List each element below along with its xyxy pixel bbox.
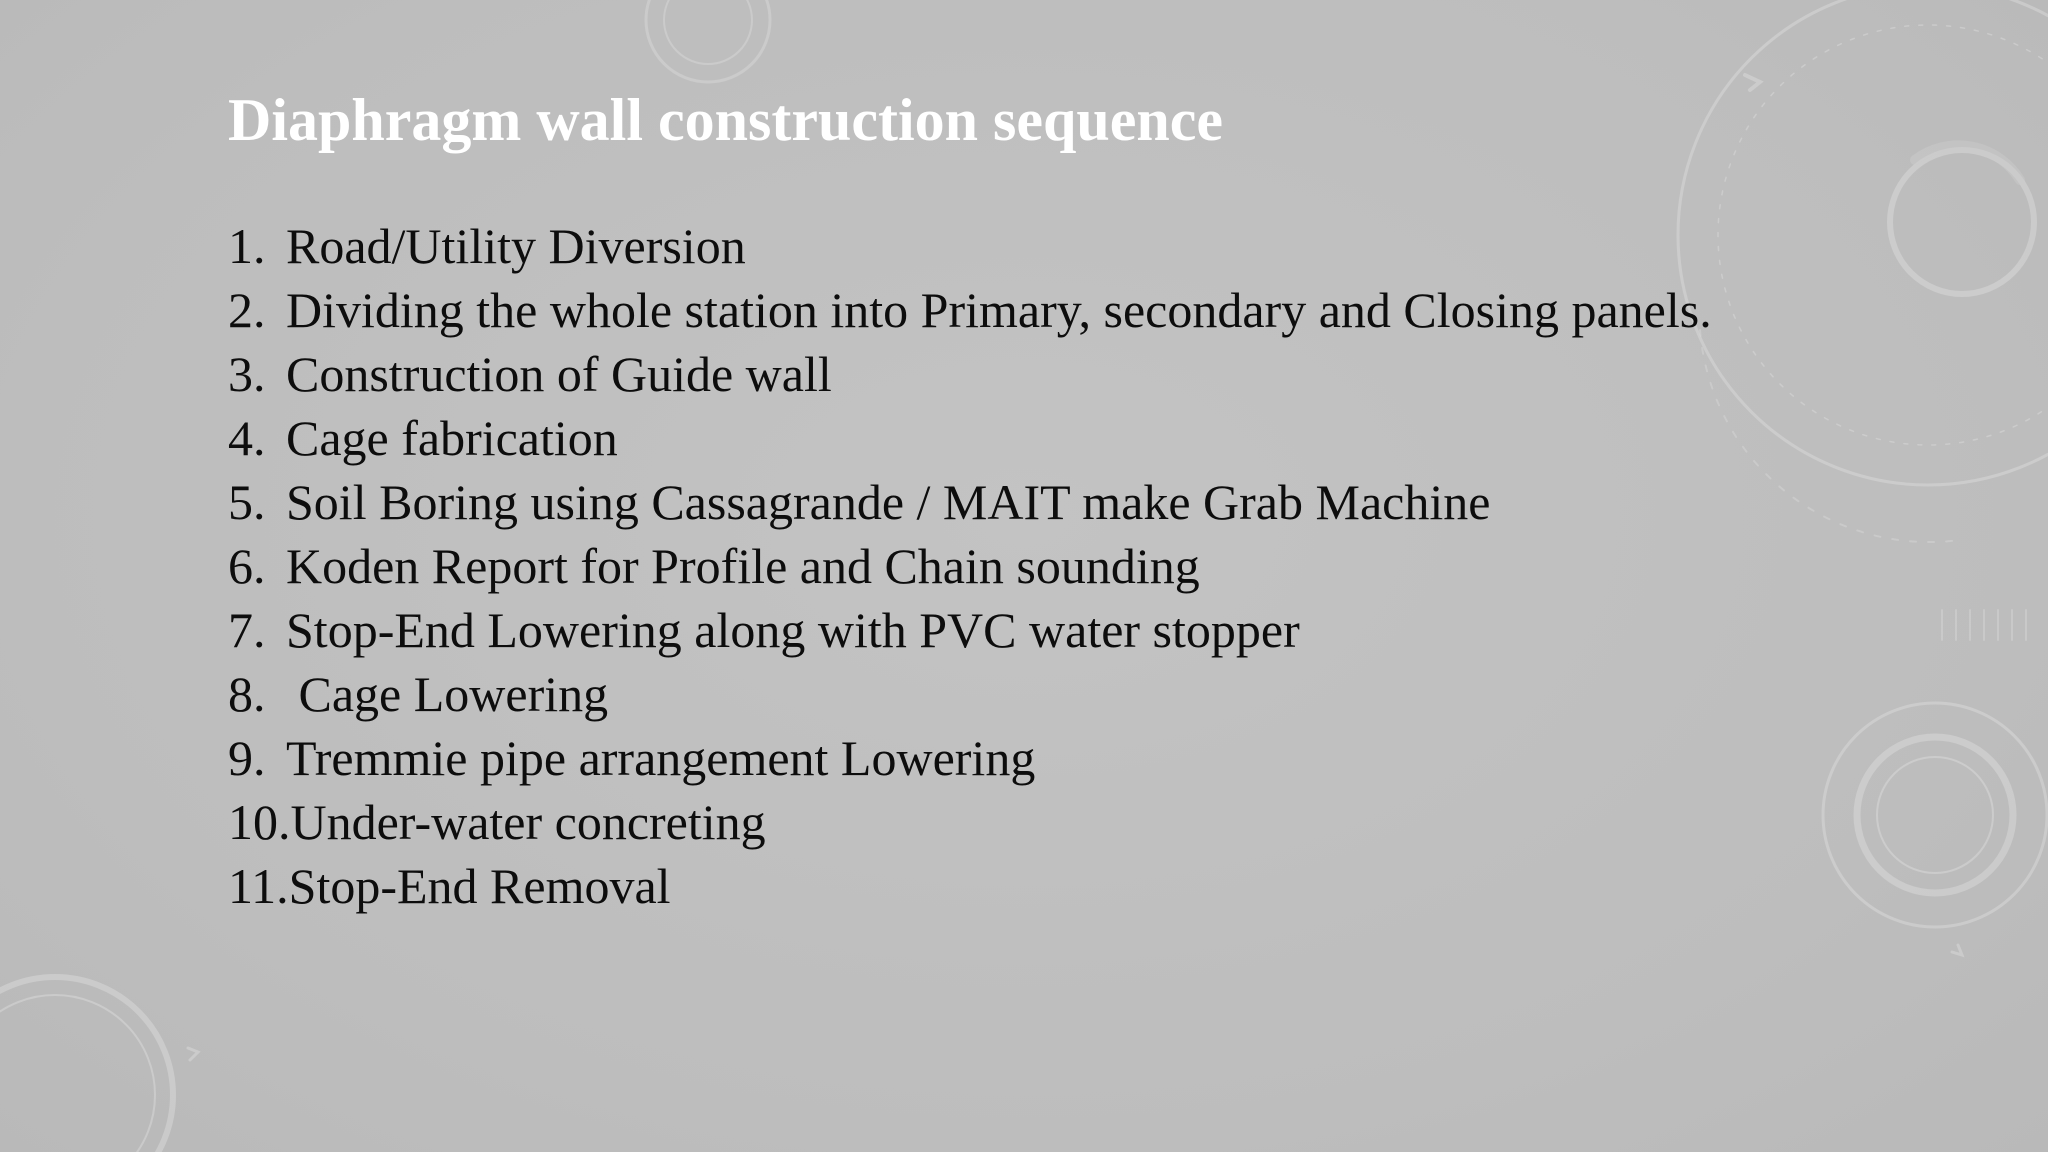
step-text: Cage Lowering	[286, 666, 609, 722]
list-item	[228, 214, 1712, 278]
tech-circle-mid-right	[1700, 330, 2026, 640]
tech-circle-top-center	[646, 0, 770, 82]
step-number: 8.	[228, 666, 266, 722]
list-item	[228, 406, 1712, 470]
step-text: Dividing the whole station into Primary, secondary and Closing panels.	[286, 282, 1712, 338]
step-number: 11.	[228, 858, 289, 914]
step-text: Under-water concreting	[290, 794, 766, 850]
step-text: Cage fabrication	[286, 410, 618, 466]
step-text: Stop-End Removal	[288, 858, 671, 914]
step-text: Koden Report for Profile and Chain sounding	[286, 538, 1200, 594]
list-item	[228, 598, 1712, 662]
step-number: 7.	[228, 602, 266, 658]
slide-title: Diaphragm wall construction sequence	[228, 87, 1223, 153]
step-number: 1.	[228, 218, 266, 274]
tech-circle-lower-right	[1823, 703, 2047, 955]
tech-circle-top-right	[1678, 0, 2048, 485]
step-text: Road/Utility Diversion	[286, 218, 746, 274]
step-text: Construction of Guide wall	[286, 346, 832, 402]
step-number: 4.	[228, 410, 266, 466]
step-number: 3.	[228, 346, 266, 402]
list-item	[228, 342, 1712, 406]
list-item	[228, 790, 1712, 854]
step-text: Soil Boring using Cassagrande / MAIT make Grab Machine	[286, 474, 1491, 530]
step-number: 9.	[228, 730, 266, 786]
step-number: 2.	[228, 282, 266, 338]
construction-steps-list	[228, 214, 1712, 918]
list-item	[228, 854, 1712, 918]
step-number: 10.	[228, 794, 291, 850]
tech-circle-bottom-left	[0, 977, 198, 1152]
step-number: 5.	[228, 474, 266, 530]
step-text: Tremmie pipe arrangement Lowering	[286, 730, 1036, 786]
step-number: 6.	[228, 538, 266, 594]
list-item	[228, 278, 1712, 342]
list-item	[228, 662, 1712, 726]
step-text: Stop-End Lowering along with PVC water stopper	[286, 602, 1300, 658]
list-item	[228, 726, 1712, 790]
list-item	[228, 470, 1712, 534]
list-item	[228, 534, 1712, 598]
